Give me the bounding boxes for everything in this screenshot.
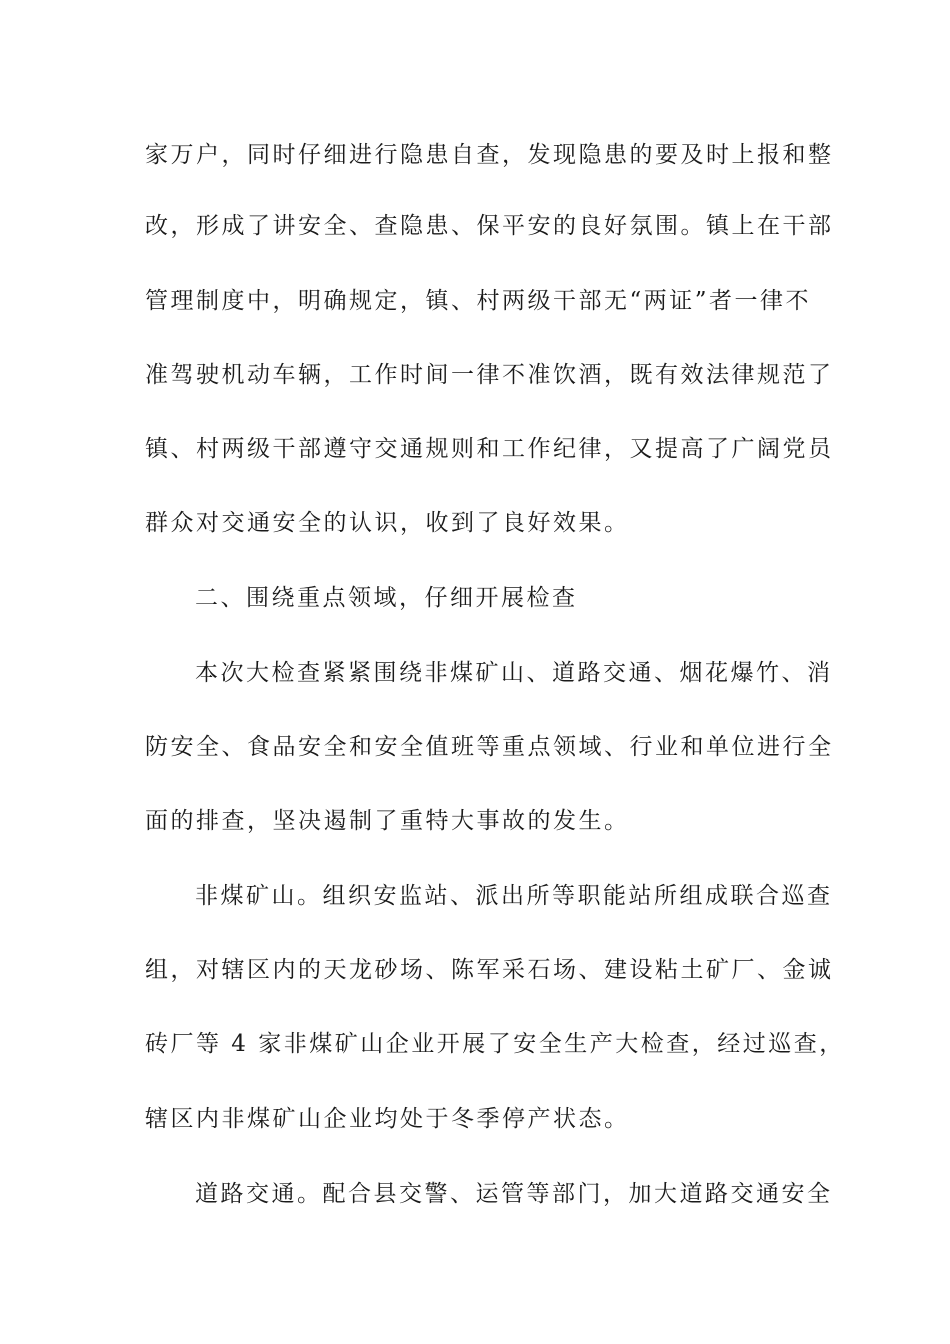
text-line-14: 辖区内非煤矿山企业均处于冬季停产状态。 (145, 1106, 630, 1132)
text-line-13: 砖厂等 4 家非煤矿山企业开展了安全生产大检查，经过巡查， (145, 1031, 845, 1057)
text-line-15: 道路交通。配合县交警、运管等部门，加大道路交通安全 (195, 1181, 833, 1207)
text-line-5: 镇、村两级干部遵守交通规则和工作纪律，又提高了广阔党员 (145, 436, 834, 462)
text-line-6: 群众对交通安全的认识，收到了良好效果。 (145, 510, 630, 536)
text-line-2: 改，形成了讲安全、查隐患、保平安的良好氛围。镇上在干部 (145, 213, 834, 239)
text-line-9: 防安全、食品安全和安全值班等重点领域、行业和单位进行全 (145, 734, 834, 760)
text-line-4: 准驾驶机动车辆，工作时间一律不准饮酒，既有效法律规范了 (145, 362, 834, 388)
text-line-11: 非煤矿山。组织安监站、派出所等职能站所组成联合巡查 (195, 883, 833, 909)
text-line-10: 面的排查，坚决遏制了重特大事故的发生。 (145, 808, 630, 834)
text-line-8: 本次大检查紧紧围绕非煤矿山、道路交通、烟花爆竹、消 (195, 660, 833, 686)
text-line-1: 家万户，同时仔细进行隐患自查，发现隐患的要及时上报和整 (145, 142, 834, 168)
text-line-3: 管理制度中，明确规定，镇、村两级干部无“两证”者一律不 (145, 288, 812, 314)
section-heading: 二、围绕重点领域，仔细开展检查 (195, 585, 578, 611)
text-line-12: 组，对辖区内的天龙砂场、陈军采石场、建设粘土矿厂、金诚 (145, 957, 834, 983)
